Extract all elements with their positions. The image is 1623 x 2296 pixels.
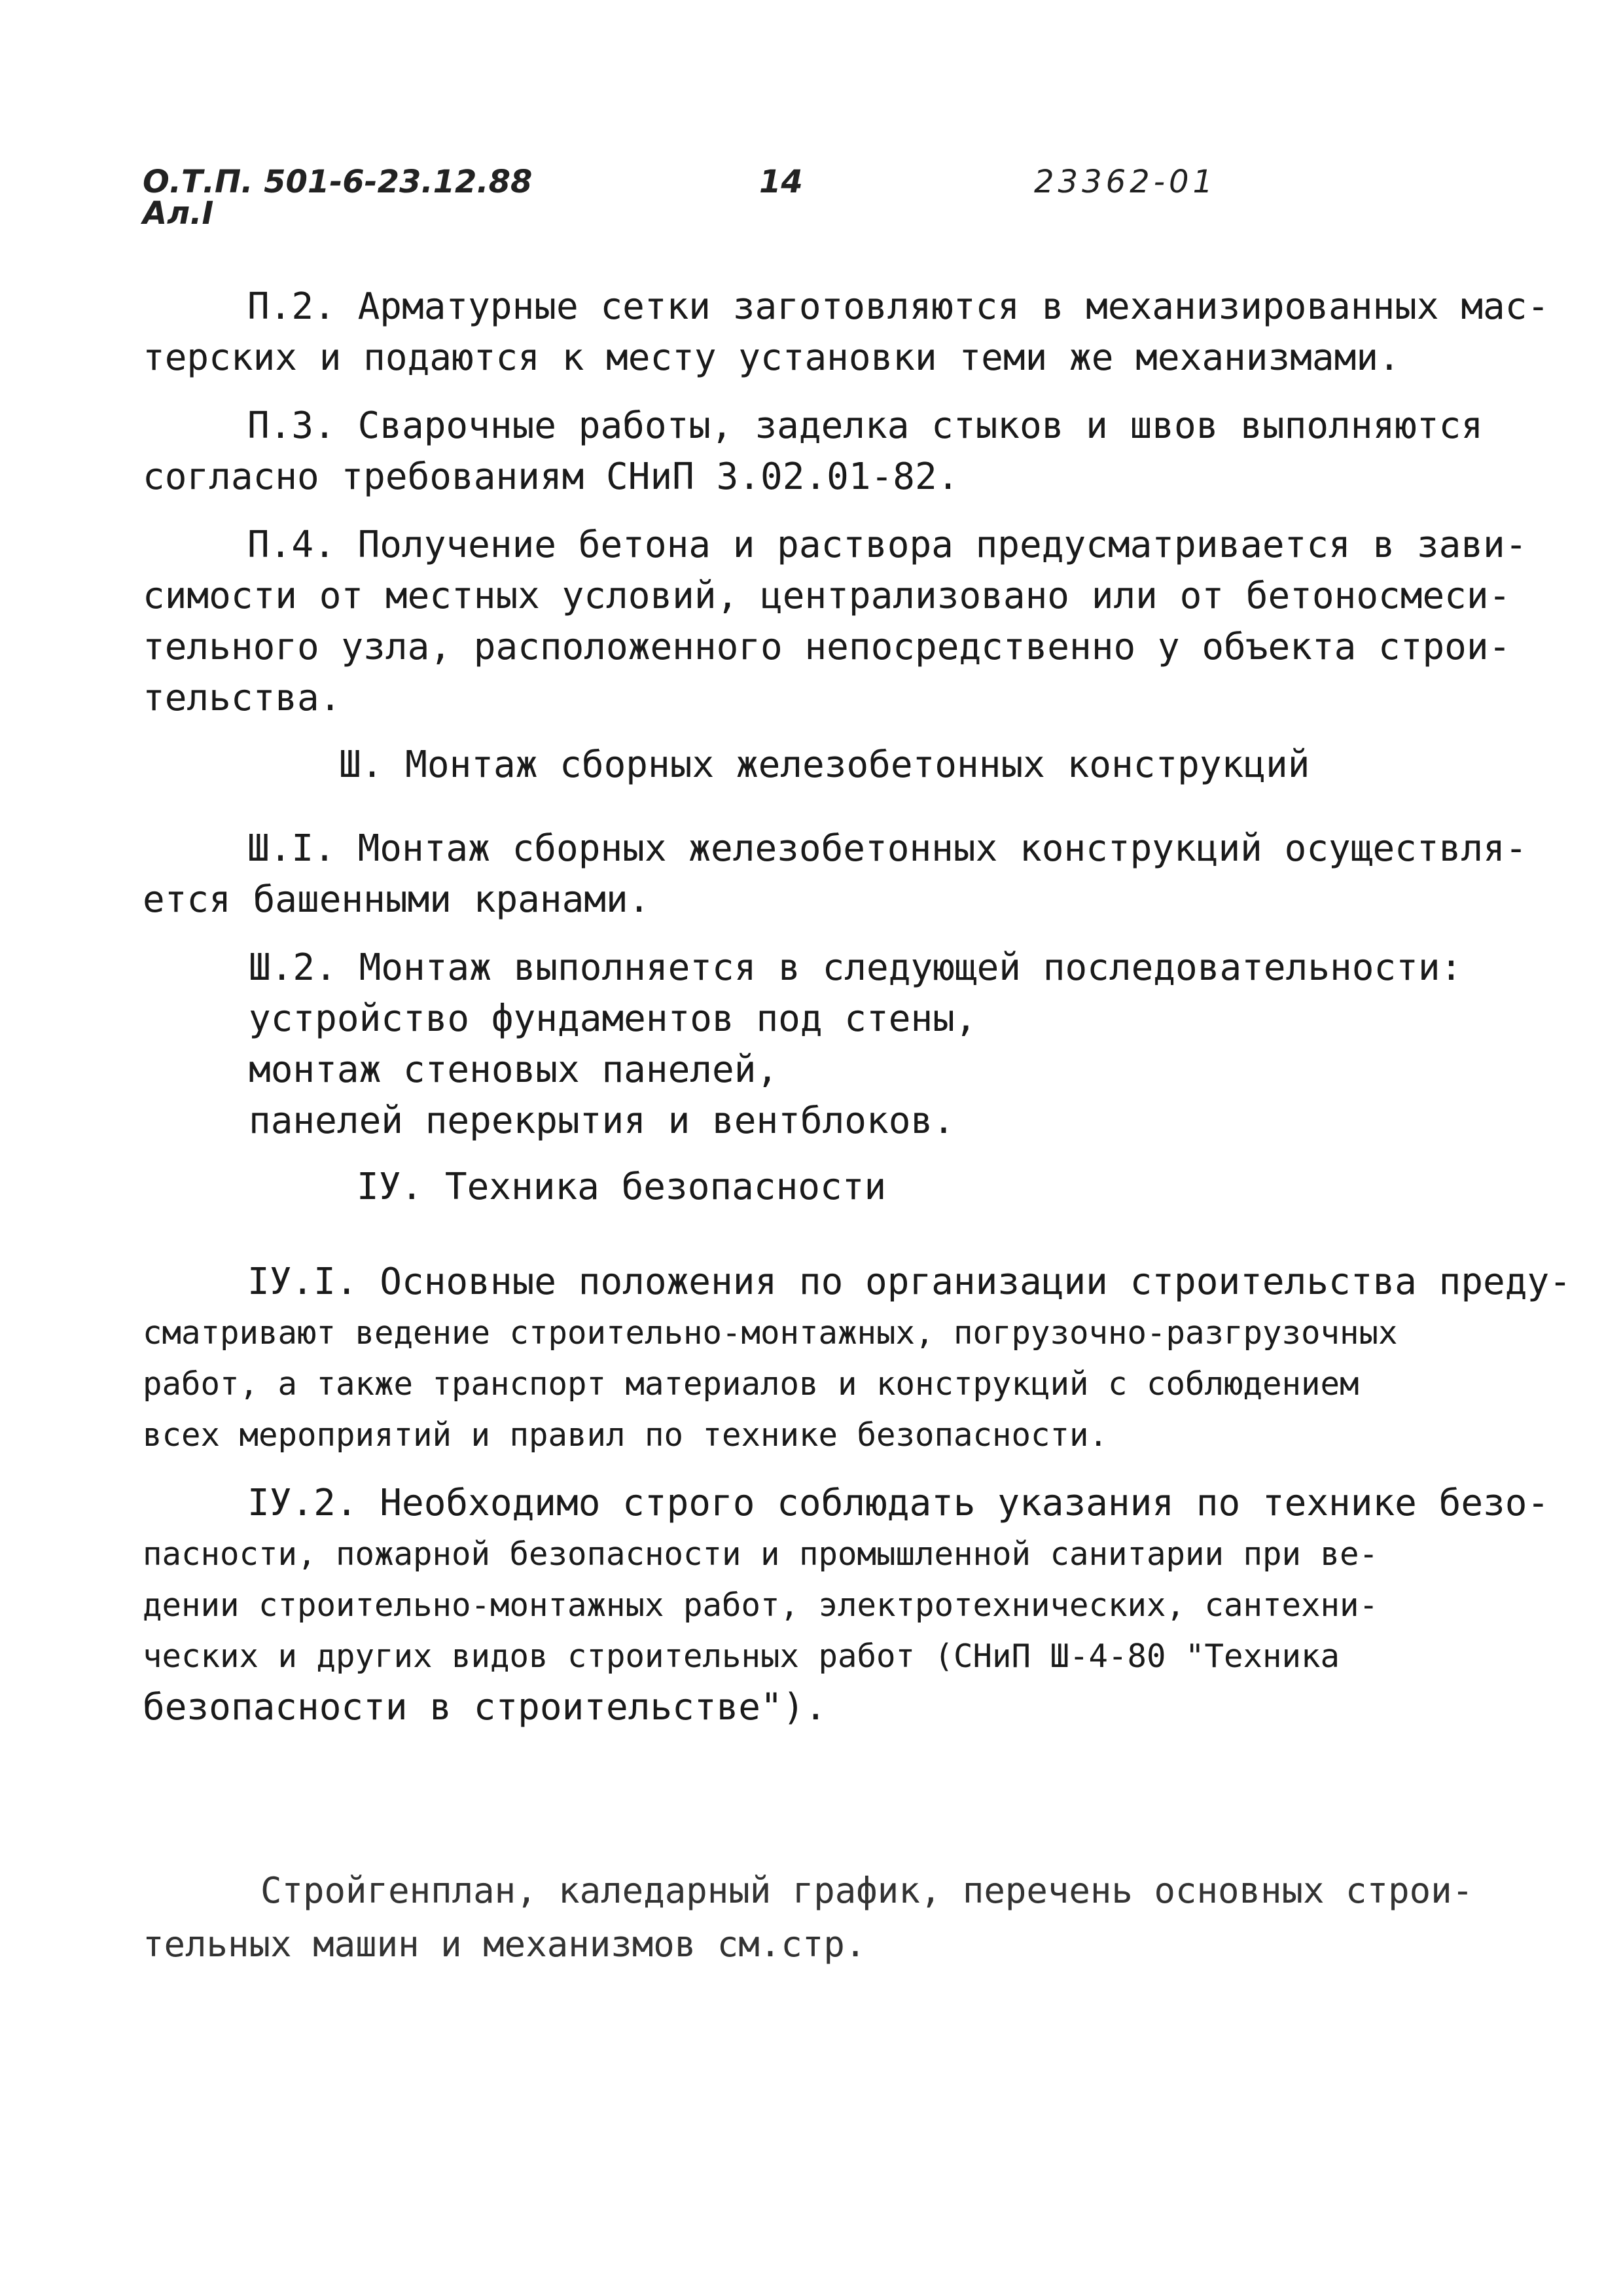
paragraph-sh1 <box>143 823 1527 925</box>
paragraph-p4 <box>143 520 1527 724</box>
paragraph-iu1 <box>143 1257 1571 1461</box>
document-code: О.Т.П. 501-6-23.12.88 <box>143 164 533 200</box>
text-line: П.4. Получение бетона и раствора предусматривается в зави- <box>247 524 1527 566</box>
section-heading-montage: Ш. Монтаж сборных железобетонных конструкций <box>339 744 1310 786</box>
text-line: ется башенными кранами. <box>143 878 651 921</box>
text-line: П.3. Сварочные работы, заделка стыков и швов выполняются <box>247 404 1484 447</box>
sheet-label: Ал.I <box>143 195 214 232</box>
list-line: монтаж стеновых панелей, <box>249 1049 779 1091</box>
text-line: ческих и других видов строительных работ (СНиП Ш-4-80 "Техника <box>143 1638 1340 1675</box>
text-line: дении строительно-монтажных работ, электротехнических, сантехни- <box>143 1587 1379 1624</box>
text-line: работ, а также транспорт материалов и конструкций с соблюдением <box>143 1365 1359 1403</box>
text-line: Ш.I. Монтаж сборных железобетонных конструкций осуществля- <box>247 827 1527 870</box>
paragraph-iu2 <box>143 1478 1549 1733</box>
text-line: IУ.I. Основные положения по организации строительства преду- <box>247 1261 1571 1303</box>
paragraph-p2 <box>143 281 1549 384</box>
paragraph-p3 <box>143 401 1483 503</box>
text-line: безопасности в строительстве"). <box>143 1686 827 1729</box>
text-line: пасности, пожарной безопасности и промышленной санитарии при ве- <box>143 1535 1379 1573</box>
text-line: Стройгенплан, каледарный график, перечень основных строи- <box>260 1870 1474 1911</box>
text-line: тельного узла, расположенного непосредственно у объекта строи- <box>143 626 1511 668</box>
text-line: всех мероприятий и правил по технике безопасности. <box>143 1416 1109 1454</box>
text-line: сматривают ведение строительно-монтажных, погрузочно-разгрузочных <box>143 1314 1398 1352</box>
text-line: IУ.2. Необходимо строго соблюдать указания по технике безо- <box>247 1482 1550 1524</box>
text-line: тельства. <box>143 677 342 719</box>
section-heading-safety: IУ. Техника безопасности <box>357 1166 887 1208</box>
inventory-number: 23362-01 <box>1034 164 1217 200</box>
footer-note <box>143 1864 1473 1971</box>
list-line: устройство фундаментов под стены, <box>249 997 977 1040</box>
page-number: 14 <box>759 164 803 200</box>
text-line: П.2. Арматурные сетки заготовляются в механизированных мас- <box>247 285 1550 328</box>
text-line: терских и подаются к месту установки теми же механизмами. <box>143 336 1400 379</box>
paragraph-sh2 <box>249 942 1462 1147</box>
text-line: Ш.2. Монтаж выполняется в следующей последовательности: <box>249 946 1463 989</box>
text-line: симости от местных условий, централизовано или от бетоносмеси- <box>143 575 1511 617</box>
text-line: согласно требованиям СНиП 3.02.01-82. <box>143 456 959 498</box>
text-line: тельных машин и механизмов см.стр. <box>143 1924 866 1965</box>
list-line: панелей перекрытия и вентблоков. <box>249 1100 955 1142</box>
